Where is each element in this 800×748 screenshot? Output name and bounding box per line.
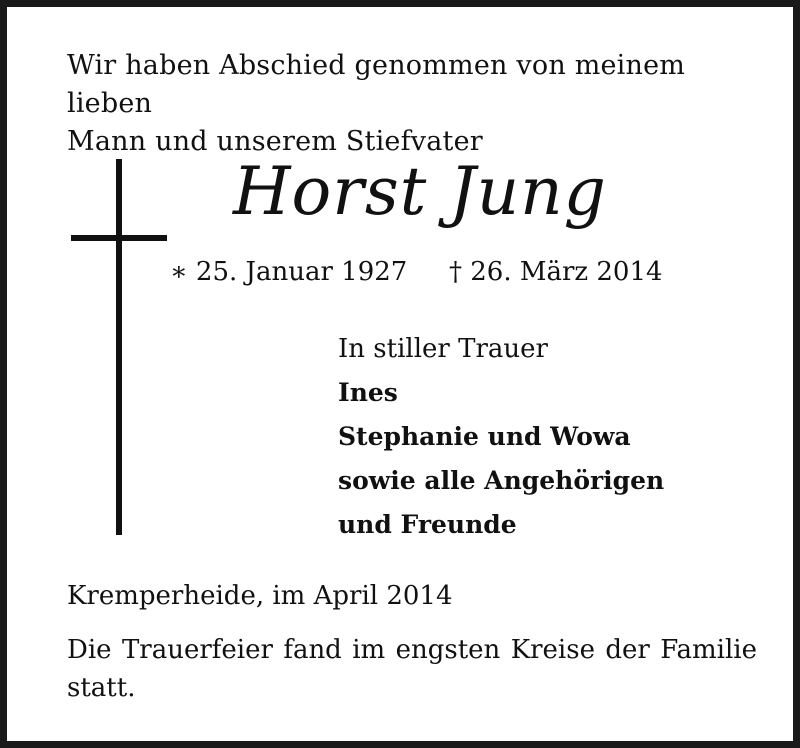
death-date: † 26. März 2014: [449, 257, 663, 287]
cross-horizontal-bar: [71, 235, 167, 241]
birth-date: ∗ 25. Januar 1927: [170, 257, 408, 287]
intro-line-2: Mann und unserem Stiefvater: [67, 126, 483, 157]
mourner-name: Ines: [338, 378, 398, 407]
funeral-note-line-2: statt.: [67, 673, 136, 703]
mourner-name: Stephanie und Wowa: [338, 422, 631, 451]
mourners-block: [338, 327, 664, 547]
intro-line-1: Wir haben Abschied genommen von meinem lieben: [67, 50, 686, 119]
deceased-name: Horst Jung: [233, 153, 607, 230]
mourners-heading: In stiller Trauer: [338, 334, 548, 364]
mourner-name: sowie alle Angehörigen: [338, 466, 665, 495]
cross-vertical-bar: [116, 159, 122, 535]
intro-text: [67, 47, 767, 161]
mourner-name: und Freunde: [338, 510, 517, 539]
place-and-date: Kremperheide, im April 2014: [67, 581, 453, 611]
funeral-note-line-1: Die Trauerfeier fand im engsten Kreise der Familie: [67, 635, 757, 665]
funeral-note: [67, 631, 757, 707]
